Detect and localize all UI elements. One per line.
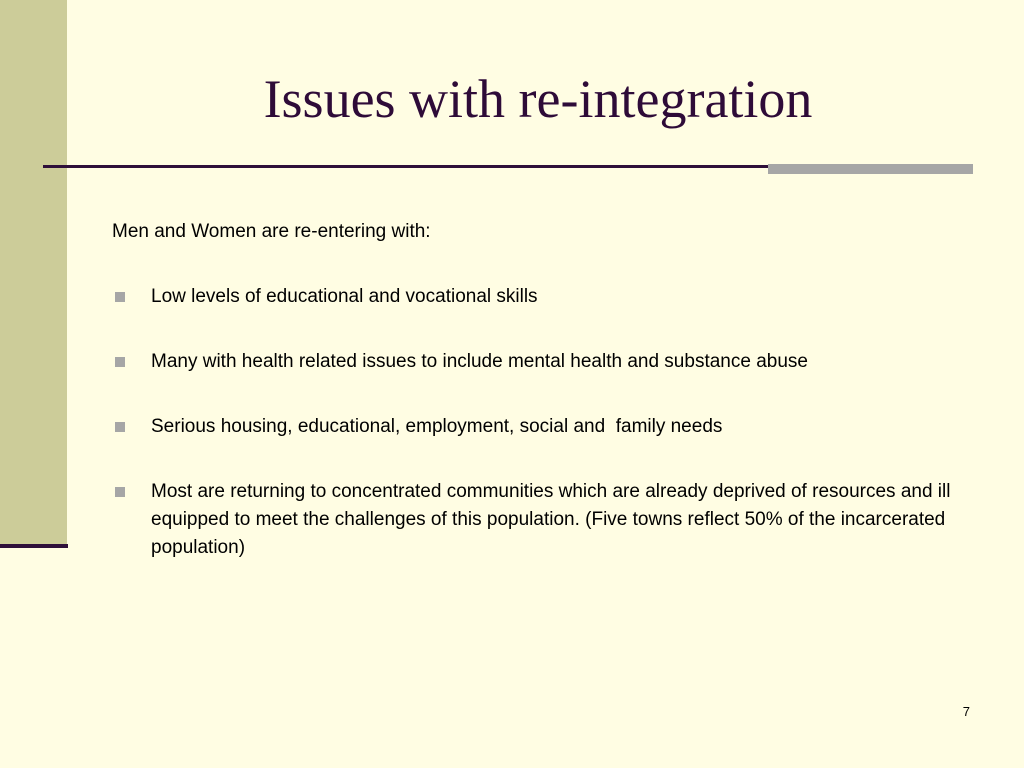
bullet-item: [112, 413, 972, 441]
square-bullet-icon: [115, 487, 125, 497]
bullet-text: Serious housing, educational, employment, social and family needs: [151, 416, 723, 437]
bullet-item: [112, 283, 972, 311]
square-bullet-icon: [115, 357, 125, 367]
left-band-rule: [0, 544, 68, 548]
slide-title: Issues with re-integration: [263, 69, 813, 129]
square-bullet-icon: [115, 422, 125, 432]
bullet-text: Many with health related issues to include mental health and substance abuse: [151, 351, 808, 372]
bullet-text: Most are returning to concentrated communities which are already deprived of resources and ill equipped to meet the challenges of this population. (Five towns reflect 50% of the incarcerated population): [151, 481, 951, 558]
square-bullet-icon: [115, 292, 125, 302]
left-decorative-band: [0, 0, 67, 546]
accent-bar: [768, 164, 973, 174]
page-number: 7: [962, 704, 970, 719]
slide-body: [112, 218, 972, 599]
bullet-text: Low levels of educational and vocational skills: [151, 286, 538, 307]
intro-text: Men and Women are re-entering with:: [112, 221, 431, 242]
bullet-item: [112, 478, 972, 562]
bullet-item: [112, 348, 972, 376]
